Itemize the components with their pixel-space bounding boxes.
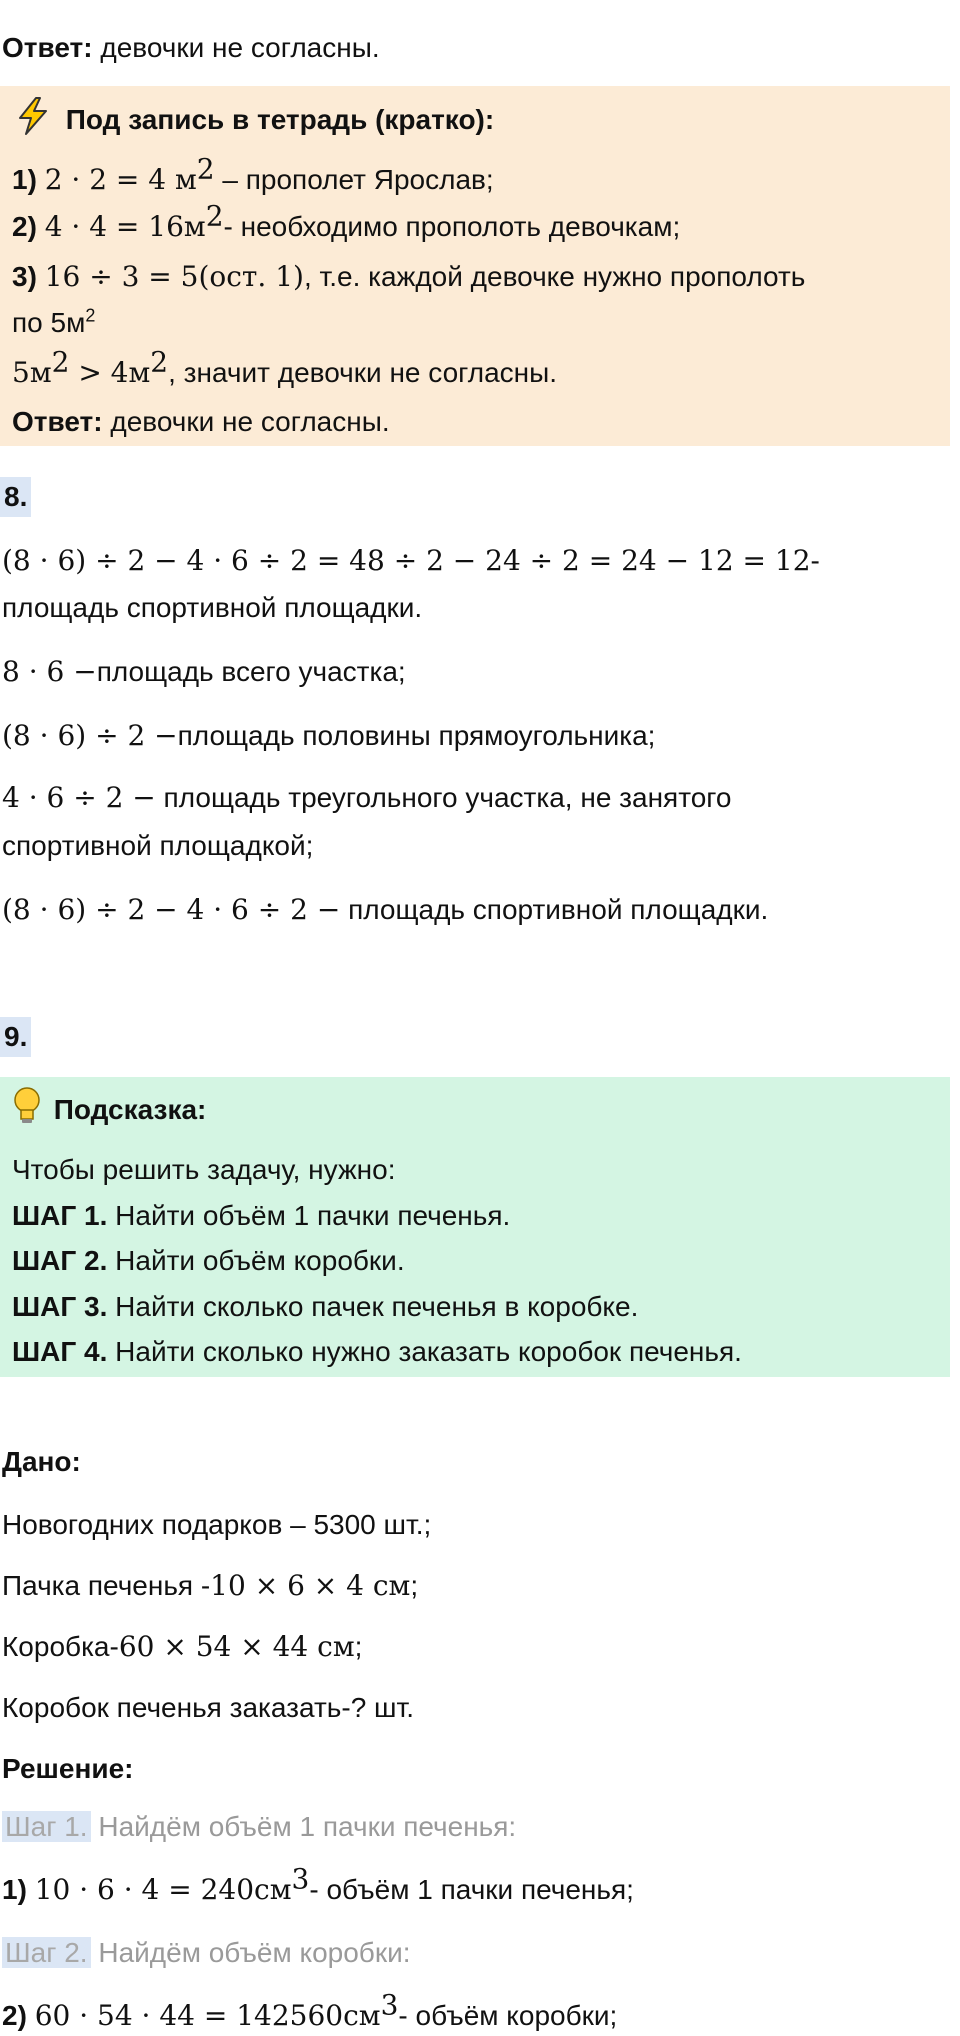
superscript: 2 bbox=[85, 305, 96, 326]
line-text: - объём 1 пачки печенья; bbox=[309, 1874, 634, 1905]
line-text: площадь половины прямоугольника; bbox=[177, 720, 656, 751]
superscript: 2 bbox=[196, 152, 215, 186]
item-number: 2) bbox=[2, 2000, 27, 2031]
math-expression: (8 · 6) ÷ 2 − 4 · 6 ÷ 2 − bbox=[2, 893, 341, 926]
notebook-line-5 bbox=[12, 345, 558, 393]
task-number-9: 9. bbox=[0, 1017, 31, 1057]
solution-step-1-heading bbox=[2, 1807, 516, 1847]
line-text: Коробка- bbox=[2, 1631, 119, 1662]
task8-line-7 bbox=[2, 890, 768, 930]
hint-step-2 bbox=[12, 1241, 405, 1281]
answer-label: Ответ: bbox=[2, 32, 93, 63]
math-expression: 2 · 2 = 4 м bbox=[44, 163, 197, 196]
item-number: 3) bbox=[12, 261, 37, 292]
step-tag: Шаг 1. bbox=[2, 1811, 91, 1842]
step-heading-text: Найдём объём 1 пачки печенья: bbox=[90, 1811, 517, 1842]
given-line-2 bbox=[2, 1566, 418, 1606]
notebook-answer bbox=[12, 402, 390, 442]
solution-line-1 bbox=[2, 1862, 634, 1910]
lightning-icon bbox=[14, 96, 52, 147]
math-expression: > 4м bbox=[69, 356, 151, 389]
step-label: ШАГ 3. bbox=[12, 1291, 108, 1322]
answer-line bbox=[2, 28, 380, 68]
step-label: ШАГ 4. bbox=[12, 1336, 108, 1367]
step-text: Найти сколько пачек печенья в коробке. bbox=[107, 1291, 639, 1322]
notebook-title-text: Под запись в тетрадь (кратко): bbox=[65, 103, 495, 135]
given-line-3 bbox=[2, 1627, 362, 1667]
line-text: - объём коробки; bbox=[398, 2000, 618, 2031]
lightbulb-icon bbox=[12, 1086, 42, 1137]
line-text: площадь спортивной площадки. bbox=[340, 894, 769, 925]
task8-line-2: площадь спортивной площадки. bbox=[2, 592, 423, 623]
given-line-1: Новогодних подарков – 5300 шт.; bbox=[2, 1509, 432, 1540]
solution-label: Решение: bbox=[2, 1753, 134, 1784]
item-number: 1) bbox=[12, 164, 37, 195]
hint-step-1 bbox=[12, 1196, 510, 1236]
line-text: - bbox=[810, 545, 820, 576]
math-expression: 60 × 54 × 44 см bbox=[118, 1630, 355, 1663]
notebook-line-1 bbox=[12, 152, 494, 200]
notebook-title bbox=[14, 96, 494, 147]
line-text: - необходимо прополоть девочкам; bbox=[223, 211, 681, 242]
math-expression: 16 ÷ 3 = 5(ост. 1) bbox=[44, 260, 304, 293]
step-label: ШАГ 2. bbox=[12, 1245, 108, 1276]
superscript: 2 bbox=[205, 199, 224, 233]
superscript: 3 bbox=[380, 1988, 399, 2022]
hint-intro: Чтобы решить задачу, нужно: bbox=[12, 1154, 396, 1185]
line-text: , значит девочки не согласны. bbox=[168, 357, 558, 388]
math-expression: 5м bbox=[12, 356, 52, 389]
superscript: 3 bbox=[291, 1862, 310, 1896]
hint-step-4 bbox=[12, 1332, 742, 1372]
task8-line-3 bbox=[2, 652, 406, 692]
math-expression: 4 · 6 ÷ 2 − bbox=[2, 781, 156, 814]
math-expression: (8 · 6) ÷ 2 − bbox=[2, 719, 178, 752]
math-expression: 10 × 6 × 4 см bbox=[210, 1569, 411, 1602]
math-expression: 4 · 4 = 16м bbox=[44, 210, 206, 243]
math-expression: 8 · 6 − bbox=[2, 655, 97, 688]
line-text: ; bbox=[354, 1631, 363, 1662]
step-tag: Шаг 2. bbox=[2, 1937, 91, 1968]
math-expression: 10 · 6 · 4 = 240см bbox=[34, 1873, 292, 1906]
hint-title bbox=[12, 1086, 206, 1137]
solution-line-2 bbox=[2, 1988, 618, 2036]
line-text: площадь всего участка; bbox=[96, 656, 406, 687]
step-text: Найти объём коробки. bbox=[107, 1245, 405, 1276]
line-text: – прополет Ярослав; bbox=[222, 164, 494, 195]
notebook-line-3 bbox=[12, 257, 805, 297]
superscript: 2 bbox=[51, 345, 70, 379]
answer-label: Ответ: bbox=[12, 406, 103, 437]
notebook-line-2 bbox=[12, 199, 681, 247]
task8-line-4 bbox=[2, 716, 655, 756]
item-number: 2) bbox=[12, 211, 37, 242]
line-text: , т.е. каждой девочке нужно прополоть bbox=[303, 261, 806, 292]
superscript: 2 bbox=[150, 345, 169, 379]
task8-line-6: спортивной площадкой; bbox=[2, 830, 314, 861]
hint-step-3 bbox=[12, 1287, 638, 1327]
step-text: Найти сколько нужно заказать коробок печенья. bbox=[107, 1336, 742, 1367]
step-label: ШАГ 1. bbox=[12, 1200, 108, 1231]
answer-text: девочки не согласны. bbox=[100, 32, 380, 63]
answer-text: девочки не согласны. bbox=[110, 406, 390, 437]
given-label: Дано: bbox=[2, 1446, 81, 1477]
task8-line-5 bbox=[2, 778, 731, 818]
math-expression: (8 · 6) ÷ 2 − 4 · 6 ÷ 2 = 48 ÷ 2 − 24 ÷ 2 = 24 − 12 = 12 bbox=[2, 544, 811, 577]
line-text: ; bbox=[410, 1570, 419, 1601]
line-text: Пачка печенья - bbox=[2, 1570, 211, 1601]
step-text: Найти объём 1 пачки печенья. bbox=[107, 1200, 511, 1231]
step-heading-text: Найдём объём коробки: bbox=[90, 1937, 411, 1968]
notebook-line-4 bbox=[12, 303, 95, 343]
hint-title-text: Подсказка: bbox=[53, 1093, 207, 1125]
line-text: по 5м bbox=[12, 307, 86, 338]
task-number-8: 8. bbox=[0, 477, 31, 517]
math-expression: 60 · 54 · 44 = 142560см bbox=[34, 1999, 381, 2032]
solution-step-2-heading bbox=[2, 1933, 411, 1973]
line-text: площадь треугольного участка, не занятого bbox=[155, 782, 732, 813]
task8-line-1 bbox=[2, 541, 820, 581]
item-number: 1) bbox=[2, 1874, 27, 1905]
given-line-4: Коробок печенья заказать-? шт. bbox=[2, 1692, 415, 1723]
